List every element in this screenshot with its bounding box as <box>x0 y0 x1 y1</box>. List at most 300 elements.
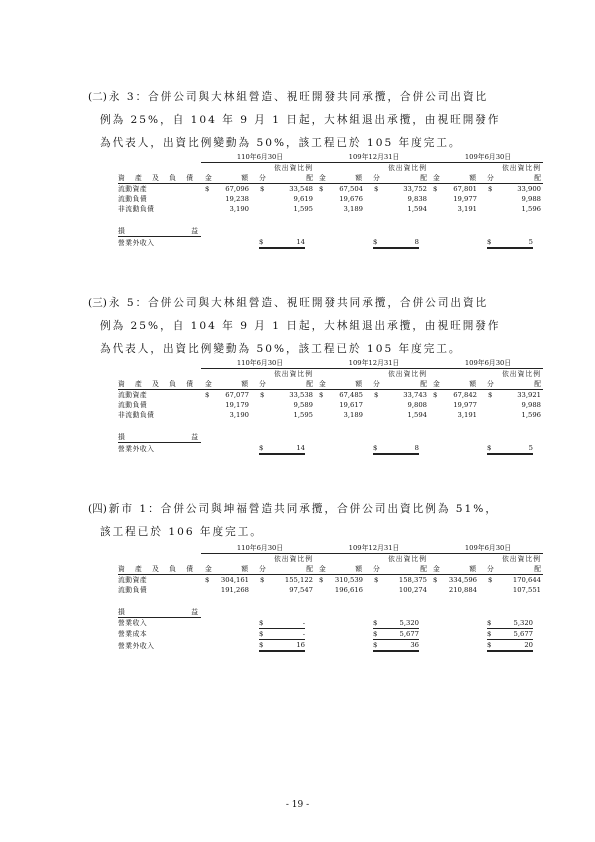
value-amount: 5,320 <box>399 618 419 627</box>
amount-header-char: 額 <box>469 174 476 182</box>
table-row <box>118 618 543 629</box>
value-amount: 9,988 <box>521 195 541 203</box>
table-row <box>118 237 543 249</box>
currency-sign: $ <box>259 618 264 627</box>
amount-header <box>315 173 370 184</box>
column-header-row <box>118 564 543 575</box>
share-header-text: 依出資比例 <box>502 370 541 378</box>
value-cell <box>370 194 429 204</box>
row-label: 流動負債 <box>118 401 148 409</box>
period-header <box>315 543 429 554</box>
period-header <box>315 152 429 163</box>
share-header-text: 依出資比例 <box>274 555 313 563</box>
value-amount: 33,752 <box>403 185 427 193</box>
value-cell <box>315 184 370 195</box>
allocation-header-char: 分 <box>259 380 266 388</box>
value-amount: 1,594 <box>407 411 427 419</box>
allocation-header <box>256 173 315 184</box>
row-label: 流動資產 <box>118 576 148 584</box>
value-cell <box>484 390 543 401</box>
value-cell <box>256 390 315 401</box>
share-header-text: 依出資比例 <box>502 164 541 172</box>
allocation-header <box>484 173 543 184</box>
allocation-header <box>370 173 429 184</box>
value-cell <box>370 618 429 629</box>
paragraph-line <box>100 315 540 338</box>
share-header <box>484 163 543 174</box>
value-amount: 9,838 <box>407 195 427 203</box>
value-cell <box>370 400 429 410</box>
amount-header-char: 額 <box>241 380 248 388</box>
value-amount: 19,977 <box>453 195 477 203</box>
share-header-text: 依出資比例 <box>502 555 541 563</box>
allocation-header-char: 配 <box>306 565 313 573</box>
assets-header <box>118 173 201 184</box>
value-amount: 334,596 <box>448 576 477 584</box>
section-paragraph <box>88 86 540 155</box>
assets-header-char: 資 <box>118 565 125 573</box>
assets-header-char: 及 <box>152 174 159 182</box>
currency-sign: $ <box>260 576 265 584</box>
currency-sign: $ <box>433 391 438 399</box>
pl-header-char: 損 <box>118 433 125 441</box>
value-cell <box>484 575 543 586</box>
value-amount: 20 <box>524 640 533 649</box>
value-cell <box>484 400 543 410</box>
assets-header-char: 產 <box>135 380 142 388</box>
value-cell <box>429 575 484 586</box>
value-amount: 3,189 <box>343 411 363 419</box>
share-header <box>370 554 429 565</box>
value-cell <box>370 237 429 249</box>
share-header-text: 依出資比例 <box>388 164 427 172</box>
value-cell <box>370 410 429 420</box>
subheader-row <box>118 369 543 380</box>
value-cell <box>484 585 543 595</box>
value-cell <box>429 194 484 204</box>
share-header <box>370 163 429 174</box>
value-amount: 19,676 <box>339 195 363 203</box>
value-cell <box>315 400 370 410</box>
allocation-header-char: 配 <box>534 380 541 388</box>
period-header <box>315 358 429 369</box>
value-amount: 3,191 <box>457 411 477 419</box>
period-header <box>429 358 543 369</box>
value-cell <box>315 410 370 420</box>
paragraph-line <box>88 86 540 109</box>
pl-header-row <box>118 226 543 237</box>
assets-header-char: 負 <box>169 565 176 573</box>
financial-table <box>118 152 543 249</box>
row-label: 流動負債 <box>118 195 148 203</box>
assets-header <box>118 564 201 575</box>
value-cell <box>315 585 370 595</box>
period-header-row <box>118 358 543 369</box>
currency-sign: $ <box>487 640 492 649</box>
value-amount: - <box>302 629 305 638</box>
amount-header-char: 金 <box>433 174 440 182</box>
value-amount: 8 <box>414 237 419 246</box>
amount-header-char: 金 <box>433 380 440 388</box>
row-label: 流動資產 <box>118 185 148 193</box>
row-label: 營業外收入 <box>118 238 155 247</box>
currency-sign: $ <box>373 618 378 627</box>
pl-header-row <box>118 432 543 443</box>
row-label: 營業外收入 <box>118 641 155 650</box>
value-amount: 14 <box>296 237 305 246</box>
assets-header-char: 負 <box>169 380 176 388</box>
amount-header <box>201 564 256 575</box>
currency-sign: $ <box>319 576 324 584</box>
pl-header <box>118 432 201 443</box>
allocation-header <box>370 379 429 390</box>
value-cell <box>429 410 484 420</box>
value-amount: 5,677 <box>513 629 533 638</box>
table-row <box>118 400 543 410</box>
period-label: 110年6月30日 <box>236 544 284 552</box>
value-cell <box>484 443 543 455</box>
paragraph-line <box>100 109 540 132</box>
amount-header-char: 金 <box>205 565 212 573</box>
currency-sign: $ <box>259 443 264 452</box>
paragraph-line <box>88 498 540 521</box>
value-cell <box>484 194 543 204</box>
value-amount: 14 <box>296 443 305 452</box>
value-amount: 33,538 <box>289 391 313 399</box>
assets-header-char: 及 <box>152 380 159 388</box>
period-header <box>429 152 543 163</box>
amount-header-char: 額 <box>355 565 362 573</box>
value-cell <box>256 237 315 249</box>
period-label: 109年6月30日 <box>464 359 512 367</box>
value-amount: 310,539 <box>334 576 363 584</box>
value-cell <box>370 443 429 455</box>
subheader-row <box>118 163 543 174</box>
allocation-header <box>256 564 315 575</box>
pl-header-row <box>118 607 543 618</box>
currency-sign: $ <box>373 237 378 246</box>
period-label: 110年6月30日 <box>236 359 284 367</box>
share-header-text: 依出資比例 <box>274 370 313 378</box>
value-cell <box>256 618 315 629</box>
assets-header-char: 債 <box>186 565 193 573</box>
value-amount: 9,808 <box>407 401 427 409</box>
share-header-text: 依出資比例 <box>388 370 427 378</box>
value-amount: 3,190 <box>229 205 249 213</box>
period-header-row <box>118 152 543 163</box>
value-cell <box>256 410 315 420</box>
value-cell <box>484 629 543 640</box>
value-cell <box>370 575 429 586</box>
section-label: (二) <box>88 91 107 103</box>
amount-header <box>315 379 370 390</box>
value-amount: 36 <box>410 640 419 649</box>
currency-sign: $ <box>487 237 492 246</box>
allocation-header-char: 分 <box>373 380 380 388</box>
assets-header-char: 及 <box>152 565 159 573</box>
allocation-header-char: 配 <box>306 174 313 182</box>
paragraph-text: 為代表人，出資比例變動為 50%，該工程已於 105 年度完工。 <box>100 137 462 149</box>
amount-header <box>201 173 256 184</box>
value-amount: 107,551 <box>512 586 541 594</box>
value-amount: 100,274 <box>398 586 427 594</box>
share-header <box>484 554 543 565</box>
value-amount: 67,096 <box>225 185 249 193</box>
value-amount: 9,988 <box>521 401 541 409</box>
value-amount: 33,548 <box>289 185 313 193</box>
value-cell <box>256 194 315 204</box>
section-label: (三) <box>88 297 107 309</box>
table-row <box>118 640 543 652</box>
share-header <box>256 554 315 565</box>
currency-sign: $ <box>433 576 438 584</box>
paragraph-text: 永 3：合併公司與大林組營造、視旺開發共同承攬，合併公司出資比 <box>108 91 489 103</box>
value-amount: 5,320 <box>513 618 533 627</box>
value-amount: 1,595 <box>293 411 313 419</box>
value-amount: 5 <box>528 443 533 452</box>
amount-header <box>315 564 370 575</box>
amount-header-char: 金 <box>319 174 326 182</box>
allocation-header <box>484 564 543 575</box>
value-cell <box>484 204 543 214</box>
pl-header-char: 損 <box>118 227 125 235</box>
currency-sign: $ <box>373 629 378 638</box>
value-amount: 9,619 <box>293 195 313 203</box>
value-amount: 33,900 <box>517 185 541 193</box>
row-label: 營業外收入 <box>118 444 155 453</box>
period-label: 109年12月31日 <box>348 153 400 161</box>
allocation-header-char: 配 <box>420 565 427 573</box>
value-cell <box>484 410 543 420</box>
table-row <box>118 390 543 401</box>
share-header <box>256 369 315 380</box>
assets-header-char: 產 <box>135 174 142 182</box>
currency-sign: $ <box>488 391 493 399</box>
table-row <box>118 410 543 420</box>
table-row <box>118 629 543 640</box>
value-cell <box>315 204 370 214</box>
allocation-header-char: 分 <box>259 174 266 182</box>
share-header-text: 依出資比例 <box>388 555 427 563</box>
share-header <box>256 163 315 174</box>
share-header <box>484 369 543 380</box>
paragraph-text: 例為 25%，自 104 年 9 月 1 日起，大林組退出承攬，由視旺開發作 <box>100 320 501 332</box>
value-cell <box>256 629 315 640</box>
row-label: 非流動負債 <box>118 205 155 213</box>
value-cell <box>370 585 429 595</box>
value-cell <box>484 237 543 249</box>
paragraph-text: 為代表人，出資比例變動為 50%，該工程已於 105 年度完工。 <box>100 343 462 355</box>
value-amount: 67,504 <box>339 185 363 193</box>
subheader-row <box>118 554 543 565</box>
value-amount: 67,485 <box>339 391 363 399</box>
value-amount: 67,077 <box>225 391 249 399</box>
table-row <box>118 575 543 586</box>
currency-sign: $ <box>319 185 324 193</box>
value-cell <box>429 184 484 195</box>
period-header <box>201 152 315 163</box>
paragraph-text: 例為 25%，自 104 年 9 月 1 日起，大林組退出承攬，由視旺開發作 <box>100 114 501 126</box>
paragraph-line <box>100 521 540 544</box>
row-label: 非流動負債 <box>118 411 155 419</box>
allocation-header-char: 配 <box>306 380 313 388</box>
currency-sign: $ <box>205 576 210 584</box>
pl-header-char: 損 <box>118 608 125 616</box>
column-header-row <box>118 173 543 184</box>
currency-sign: $ <box>259 629 264 638</box>
currency-sign: $ <box>373 443 378 452</box>
currency-sign: $ <box>260 185 265 193</box>
period-label: 109年12月31日 <box>348 544 400 552</box>
value-amount: 33,743 <box>403 391 427 399</box>
allocation-header-char: 配 <box>420 380 427 388</box>
value-amount: 8 <box>414 443 419 452</box>
row-label: 流動資產 <box>118 391 148 399</box>
column-header-row <box>118 379 543 390</box>
value-amount: 9,589 <box>293 401 313 409</box>
currency-sign: $ <box>205 391 210 399</box>
value-cell <box>370 184 429 195</box>
value-cell <box>201 204 256 214</box>
amount-header-char: 金 <box>319 380 326 388</box>
section-label: (四) <box>88 503 107 515</box>
value-cell <box>201 390 256 401</box>
currency-sign: $ <box>487 629 492 638</box>
table-row <box>118 585 543 595</box>
value-cell <box>201 575 256 586</box>
value-amount: 155,122 <box>284 576 313 584</box>
share-header-text: 依出資比例 <box>274 164 313 172</box>
value-amount: 3,191 <box>457 205 477 213</box>
assets-header-char: 產 <box>135 565 142 573</box>
amount-header-char: 額 <box>469 565 476 573</box>
value-cell <box>256 585 315 595</box>
currency-sign: $ <box>488 185 493 193</box>
value-amount: 97,547 <box>289 586 313 594</box>
currency-sign: $ <box>488 576 493 584</box>
value-cell <box>429 400 484 410</box>
assets-header-char: 債 <box>186 174 193 182</box>
value-amount: 5 <box>528 237 533 246</box>
amount-header-char: 金 <box>205 174 212 182</box>
amount-header-char: 額 <box>241 565 248 573</box>
allocation-header <box>370 564 429 575</box>
assets-header <box>118 379 201 390</box>
value-cell <box>256 204 315 214</box>
value-amount: 1,596 <box>521 205 541 213</box>
value-cell <box>370 390 429 401</box>
allocation-header-char: 分 <box>373 565 380 573</box>
amount-header-char: 額 <box>355 380 362 388</box>
allocation-header-char: 分 <box>487 565 494 573</box>
amount-header-char: 金 <box>319 565 326 573</box>
value-cell <box>201 184 256 195</box>
row-label: 營業成本 <box>118 630 148 638</box>
pl-header-char: 益 <box>191 608 198 616</box>
value-amount: 304,161 <box>220 576 249 584</box>
row-label: 營業收入 <box>118 619 148 628</box>
value-cell <box>484 618 543 629</box>
value-amount: 19,179 <box>225 401 249 409</box>
value-cell <box>315 575 370 586</box>
paragraph-text: 該工程已於 106 年度完工。 <box>100 526 263 538</box>
period-label: 109年6月30日 <box>464 153 512 161</box>
pl-header-char: 益 <box>191 433 198 441</box>
value-cell <box>256 640 315 652</box>
table-row <box>118 184 543 195</box>
value-amount: 67,801 <box>453 185 477 193</box>
amount-header-char: 金 <box>433 565 440 573</box>
currency-sign: $ <box>374 391 379 399</box>
financial-table <box>118 358 543 455</box>
section-paragraph <box>88 498 540 544</box>
allocation-header-char: 分 <box>487 380 494 388</box>
assets-header-char: 資 <box>118 380 125 388</box>
value-cell <box>201 400 256 410</box>
period-label: 110年6月30日 <box>236 153 284 161</box>
period-header <box>201 358 315 369</box>
value-cell <box>201 410 256 420</box>
period-label: 109年12月31日 <box>348 359 400 367</box>
value-cell <box>484 640 543 652</box>
currency-sign: $ <box>487 443 492 452</box>
period-header <box>201 543 315 554</box>
value-amount: 19,977 <box>453 401 477 409</box>
share-header <box>370 369 429 380</box>
row-label: 流動負債 <box>118 586 148 594</box>
value-amount: 33,921 <box>517 391 541 399</box>
allocation-header-char: 配 <box>534 174 541 182</box>
currency-sign: $ <box>259 640 264 649</box>
value-cell <box>201 585 256 595</box>
amount-header <box>201 379 256 390</box>
value-amount: 170,644 <box>512 576 541 584</box>
value-cell <box>201 194 256 204</box>
pl-header <box>118 226 201 237</box>
paragraph-text: 永 5：合併公司與大林組營造、視旺開發共同承攬，合併公司出資比 <box>108 297 489 309</box>
currency-sign: $ <box>259 237 264 246</box>
allocation-header-char: 分 <box>373 174 380 182</box>
value-amount: 19,238 <box>225 195 249 203</box>
allocation-header-char: 配 <box>420 174 427 182</box>
amount-header <box>429 564 484 575</box>
allocation-header <box>256 379 315 390</box>
amount-header-char: 額 <box>241 174 248 182</box>
currency-sign: $ <box>319 391 324 399</box>
allocation-header-char: 分 <box>487 174 494 182</box>
value-cell <box>256 400 315 410</box>
value-amount: 67,842 <box>453 391 477 399</box>
value-cell <box>429 204 484 214</box>
allocation-header-char: 配 <box>534 565 541 573</box>
amount-header <box>429 173 484 184</box>
value-amount: - <box>302 618 305 627</box>
allocation-header-char: 分 <box>259 565 266 573</box>
currency-sign: $ <box>374 185 379 193</box>
value-cell <box>429 390 484 401</box>
value-cell <box>256 575 315 586</box>
amount-header-char: 額 <box>355 174 362 182</box>
table-row <box>118 204 543 214</box>
value-cell <box>370 640 429 652</box>
value-cell <box>429 585 484 595</box>
value-amount: 158,375 <box>398 576 427 584</box>
assets-header-char: 債 <box>186 380 193 388</box>
period-header-row <box>118 543 543 554</box>
table-row <box>118 443 543 455</box>
value-amount: 210,884 <box>448 586 477 594</box>
currency-sign: $ <box>433 185 438 193</box>
